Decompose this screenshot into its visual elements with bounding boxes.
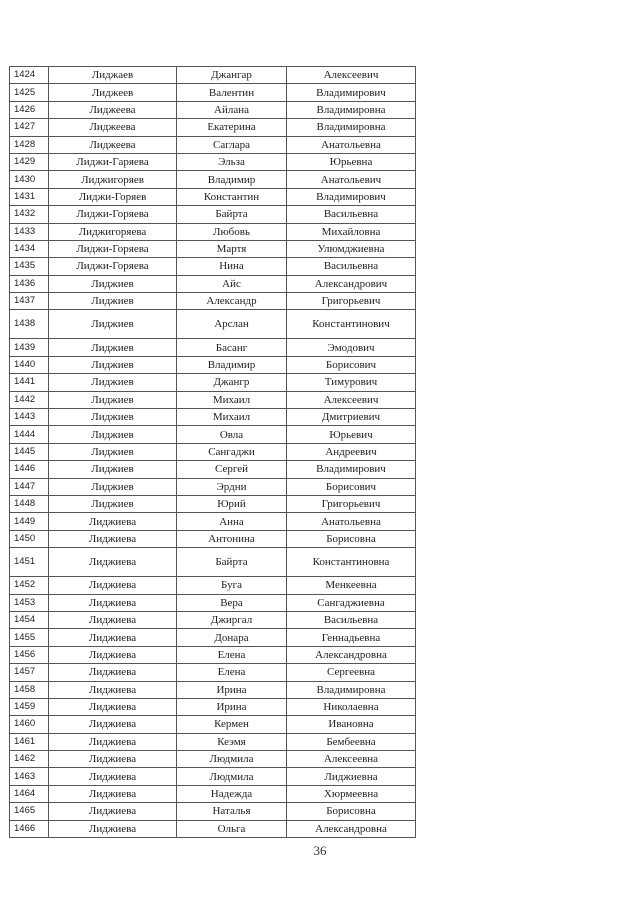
first-name-cell: Кермен	[177, 716, 287, 733]
last-name-cell: Лиджиев	[49, 461, 177, 478]
row-number-cell: 1444	[10, 426, 49, 443]
patronymic-cell: Владимировна	[287, 681, 416, 698]
row-number-cell: 1443	[10, 409, 49, 426]
patronymic-cell: Лиджиевна	[287, 768, 416, 785]
table-row	[10, 461, 416, 478]
last-name-cell: Лиджиев	[49, 275, 177, 292]
first-name-cell: Любовь	[177, 223, 287, 240]
row-number-cell: 1466	[10, 820, 49, 837]
patronymic-cell: Сангаджиевна	[287, 594, 416, 611]
table-row	[10, 611, 416, 628]
page-number: 36	[313, 843, 327, 858]
table-row	[10, 391, 416, 408]
table-row	[10, 768, 416, 785]
row-number-cell: 1439	[10, 339, 49, 356]
first-name-cell: Владимир	[177, 171, 287, 188]
table-row	[10, 681, 416, 698]
patronymic-cell: Владимировна	[287, 101, 416, 118]
row-number-cell: 1461	[10, 733, 49, 750]
patronymic-cell: Тимурович	[287, 374, 416, 391]
row-number-cell: 1434	[10, 240, 49, 257]
patronymic-cell: Васильевна	[287, 611, 416, 628]
table-row	[10, 629, 416, 646]
patronymic-cell: Михайловна	[287, 223, 416, 240]
table-row	[10, 664, 416, 681]
patronymic-cell: Хюрмеевна	[287, 785, 416, 802]
first-name-cell: Александр	[177, 293, 287, 310]
table-row	[10, 426, 416, 443]
first-name-cell: Эльза	[177, 153, 287, 170]
last-name-cell: Лиджиев	[49, 374, 177, 391]
table-row	[10, 206, 416, 223]
first-name-cell: Байрта	[177, 548, 287, 577]
row-number-cell: 1448	[10, 495, 49, 512]
table-row	[10, 733, 416, 750]
row-number-cell: 1454	[10, 611, 49, 628]
table-row	[10, 223, 416, 240]
last-name-cell: Лиджиева	[49, 768, 177, 785]
first-name-cell: Сергей	[177, 461, 287, 478]
table-row	[10, 443, 416, 460]
patronymic-cell: Ивановна	[287, 716, 416, 733]
first-name-cell: Мартя	[177, 240, 287, 257]
patronymic-cell: Константинович	[287, 310, 416, 339]
last-name-cell: Лиджиева	[49, 733, 177, 750]
row-number-cell: 1460	[10, 716, 49, 733]
row-number-cell: 1445	[10, 443, 49, 460]
patronymic-cell: Юрьевна	[287, 153, 416, 170]
patronymic-cell: Бембеевна	[287, 733, 416, 750]
patronymic-cell: Эмодович	[287, 339, 416, 356]
table-row	[10, 275, 416, 292]
patronymic-cell: Андреевич	[287, 443, 416, 460]
row-number-cell: 1465	[10, 803, 49, 820]
row-number-cell: 1464	[10, 785, 49, 802]
table-row	[10, 478, 416, 495]
table-row	[10, 803, 416, 820]
last-name-cell: Лиджиев	[49, 478, 177, 495]
row-number-cell: 1452	[10, 577, 49, 594]
table-row	[10, 171, 416, 188]
first-name-cell: Людмила	[177, 751, 287, 768]
row-number-cell: 1426	[10, 101, 49, 118]
first-name-cell: Ирина	[177, 698, 287, 715]
last-name-cell: Лиджиев	[49, 495, 177, 512]
last-name-cell: Лиджиева	[49, 820, 177, 837]
table-row	[10, 751, 416, 768]
last-name-cell: Лиджиева	[49, 646, 177, 663]
row-number-cell: 1433	[10, 223, 49, 240]
patronymic-cell: Васильевна	[287, 206, 416, 223]
table-row	[10, 374, 416, 391]
row-number-cell: 1429	[10, 153, 49, 170]
patronymic-cell: Григорьевич	[287, 293, 416, 310]
table-row	[10, 101, 416, 118]
patronymic-cell: Алексеевич	[287, 391, 416, 408]
first-name-cell: Басанг	[177, 339, 287, 356]
row-number-cell: 1458	[10, 681, 49, 698]
first-name-cell: Джиргал	[177, 611, 287, 628]
last-name-cell: Лиджи-Горяева	[49, 240, 177, 257]
patronymic-cell: Алексеевна	[287, 751, 416, 768]
first-name-cell: Айлана	[177, 101, 287, 118]
table-row	[10, 785, 416, 802]
patronymic-cell: Александровна	[287, 820, 416, 837]
names-table-body	[10, 67, 416, 838]
row-number-cell: 1441	[10, 374, 49, 391]
table-row	[10, 577, 416, 594]
last-name-cell: Лиджиев	[49, 293, 177, 310]
table-row	[10, 293, 416, 310]
row-number-cell: 1437	[10, 293, 49, 310]
patronymic-cell: Геннадьевна	[287, 629, 416, 646]
patronymic-cell: Николаевна	[287, 698, 416, 715]
row-number-cell: 1451	[10, 548, 49, 577]
first-name-cell: Саглара	[177, 136, 287, 153]
first-name-cell: Байрта	[177, 206, 287, 223]
table-row	[10, 136, 416, 153]
first-name-cell: Буга	[177, 577, 287, 594]
patronymic-cell: Владимирович	[287, 84, 416, 101]
last-name-cell: Лиджи-Горяева	[49, 206, 177, 223]
first-name-cell: Нина	[177, 258, 287, 275]
first-name-cell: Джангр	[177, 374, 287, 391]
patronymic-cell: Константиновна	[287, 548, 416, 577]
row-number-cell: 1425	[10, 84, 49, 101]
row-number-cell: 1463	[10, 768, 49, 785]
patronymic-cell: Анатольевна	[287, 513, 416, 530]
first-name-cell: Екатерина	[177, 119, 287, 136]
patronymic-cell: Юрьевич	[287, 426, 416, 443]
last-name-cell: Лиджиева	[49, 751, 177, 768]
last-name-cell: Лиджиева	[49, 803, 177, 820]
table-row	[10, 67, 416, 84]
last-name-cell: Лиджиев	[49, 356, 177, 373]
row-number-cell: 1449	[10, 513, 49, 530]
patronymic-cell: Улюмджиевна	[287, 240, 416, 257]
first-name-cell: Айс	[177, 275, 287, 292]
last-name-cell: Лиджиева	[49, 716, 177, 733]
first-name-cell: Сангаджи	[177, 443, 287, 460]
last-name-cell: Лиджиева	[49, 594, 177, 611]
last-name-cell: Лиджиева	[49, 664, 177, 681]
row-number-cell: 1459	[10, 698, 49, 715]
patronymic-cell: Борисович	[287, 356, 416, 373]
patronymic-cell: Дмитриевич	[287, 409, 416, 426]
last-name-cell: Лиджиев	[49, 409, 177, 426]
last-name-cell: Лиджигоряева	[49, 223, 177, 240]
first-name-cell: Михаил	[177, 409, 287, 426]
row-number-cell: 1424	[10, 67, 49, 84]
table-row	[10, 356, 416, 373]
patronymic-cell: Владимировна	[287, 119, 416, 136]
first-name-cell: Елена	[177, 664, 287, 681]
row-number-cell: 1442	[10, 391, 49, 408]
row-number-cell: 1432	[10, 206, 49, 223]
table-row	[10, 153, 416, 170]
first-name-cell: Наталья	[177, 803, 287, 820]
table-row	[10, 548, 416, 577]
row-number-cell: 1455	[10, 629, 49, 646]
last-name-cell: Лиджиева	[49, 530, 177, 547]
last-name-cell: Лиджиева	[49, 548, 177, 577]
patronymic-cell: Анатольевна	[287, 136, 416, 153]
table-row	[10, 258, 416, 275]
last-name-cell: Лиджиева	[49, 611, 177, 628]
table-row	[10, 513, 416, 530]
row-number-cell: 1428	[10, 136, 49, 153]
last-name-cell: Лиджиева	[49, 513, 177, 530]
first-name-cell: Вера	[177, 594, 287, 611]
row-number-cell: 1431	[10, 188, 49, 205]
patronymic-cell: Борисовна	[287, 803, 416, 820]
last-name-cell: Лиджеева	[49, 119, 177, 136]
table-row	[10, 84, 416, 101]
first-name-cell: Кеэмя	[177, 733, 287, 750]
patronymic-cell: Борисовна	[287, 530, 416, 547]
last-name-cell: Лиджиева	[49, 681, 177, 698]
last-name-cell: Лиджигоряев	[49, 171, 177, 188]
first-name-cell: Арслан	[177, 310, 287, 339]
table-row	[10, 594, 416, 611]
patronymic-cell: Борисович	[287, 478, 416, 495]
names-table	[9, 66, 416, 838]
row-number-cell: 1457	[10, 664, 49, 681]
first-name-cell: Джангар	[177, 67, 287, 84]
patronymic-cell: Анатольевич	[287, 171, 416, 188]
first-name-cell: Людмила	[177, 768, 287, 785]
last-name-cell: Лиджиев	[49, 443, 177, 460]
last-name-cell: Лиджаев	[49, 67, 177, 84]
row-number-cell: 1440	[10, 356, 49, 373]
names-table-container	[9, 66, 415, 838]
patronymic-cell: Александрович	[287, 275, 416, 292]
last-name-cell: Лиджи-Гаряева	[49, 153, 177, 170]
row-number-cell: 1456	[10, 646, 49, 663]
patronymic-cell: Васильевна	[287, 258, 416, 275]
table-row	[10, 698, 416, 715]
row-number-cell: 1453	[10, 594, 49, 611]
last-name-cell: Лиджиева	[49, 785, 177, 802]
first-name-cell: Антонина	[177, 530, 287, 547]
row-number-cell: 1438	[10, 310, 49, 339]
patronymic-cell: Менкеевна	[287, 577, 416, 594]
first-name-cell: Михаил	[177, 391, 287, 408]
last-name-cell: Лиджиева	[49, 698, 177, 715]
patronymic-cell: Алексеевич	[287, 67, 416, 84]
last-name-cell: Лиджиев	[49, 391, 177, 408]
last-name-cell: Лиджи-Горяева	[49, 258, 177, 275]
table-row	[10, 716, 416, 733]
last-name-cell: Лиджиева	[49, 629, 177, 646]
first-name-cell: Владимир	[177, 356, 287, 373]
row-number-cell: 1435	[10, 258, 49, 275]
first-name-cell: Донара	[177, 629, 287, 646]
table-row	[10, 530, 416, 547]
row-number-cell: 1462	[10, 751, 49, 768]
last-name-cell: Лиджиев	[49, 310, 177, 339]
last-name-cell: Лиджеева	[49, 101, 177, 118]
patronymic-cell: Александровна	[287, 646, 416, 663]
row-number-cell: 1436	[10, 275, 49, 292]
table-row	[10, 495, 416, 512]
patronymic-cell: Владимирович	[287, 188, 416, 205]
row-number-cell: 1430	[10, 171, 49, 188]
table-row	[10, 339, 416, 356]
first-name-cell: Юрий	[177, 495, 287, 512]
table-row	[10, 646, 416, 663]
first-name-cell: Надежда	[177, 785, 287, 802]
table-row	[10, 820, 416, 837]
last-name-cell: Лиджи-Горяев	[49, 188, 177, 205]
table-row	[10, 119, 416, 136]
row-number-cell: 1450	[10, 530, 49, 547]
first-name-cell: Анна	[177, 513, 287, 530]
first-name-cell: Елена	[177, 646, 287, 663]
patronymic-cell: Владимирович	[287, 461, 416, 478]
last-name-cell: Лиджиев	[49, 426, 177, 443]
first-name-cell: Константин	[177, 188, 287, 205]
first-name-cell: Ирина	[177, 681, 287, 698]
table-row	[10, 409, 416, 426]
last-name-cell: Лиджеев	[49, 84, 177, 101]
table-row	[10, 310, 416, 339]
first-name-cell: Ольга	[177, 820, 287, 837]
row-number-cell: 1447	[10, 478, 49, 495]
first-name-cell: Валентин	[177, 84, 287, 101]
last-name-cell: Лиджеева	[49, 136, 177, 153]
patronymic-cell: Григорьевич	[287, 495, 416, 512]
last-name-cell: Лиджиева	[49, 577, 177, 594]
first-name-cell: Эрдни	[177, 478, 287, 495]
row-number-cell: 1427	[10, 119, 49, 136]
last-name-cell: Лиджиев	[49, 339, 177, 356]
first-name-cell: Овла	[177, 426, 287, 443]
patronymic-cell: Сергеевна	[287, 664, 416, 681]
table-row	[10, 240, 416, 257]
table-row	[10, 188, 416, 205]
row-number-cell: 1446	[10, 461, 49, 478]
